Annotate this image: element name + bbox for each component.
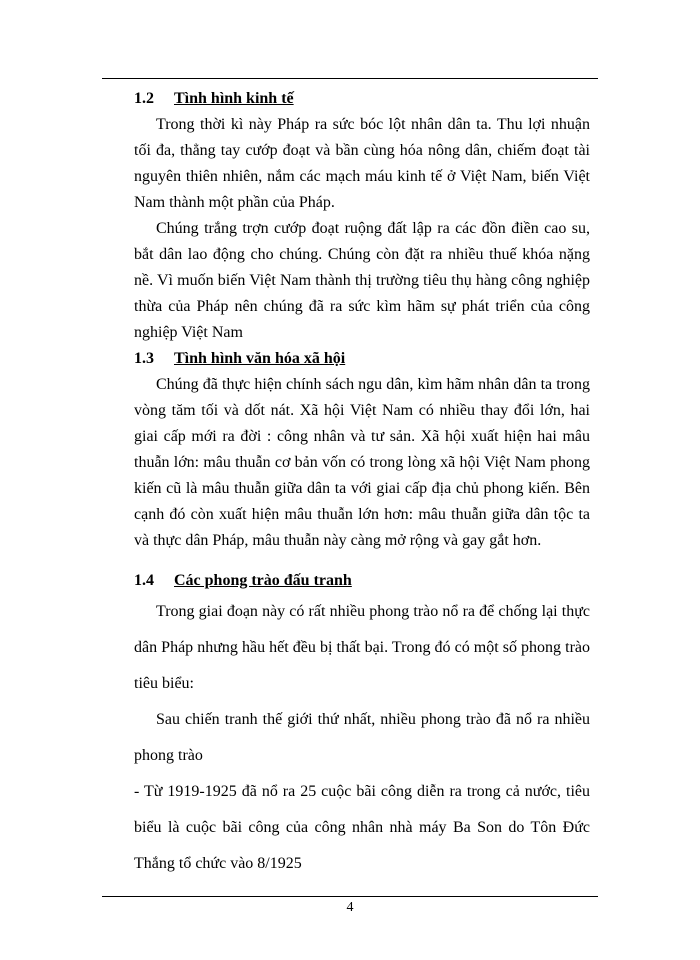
section-title: Tình hình kinh tế bbox=[174, 90, 294, 107]
paragraph: Trong thời kì này Pháp ra sức bóc lột nhân dân ta. Thu lợi nhuận tối đa, thẳng tay cướp đoạt và bần cùng hóa nông dân, chiếm đoạt tài nguyên thiên nhiên, nắm các mạch máu kinh tế ở Việt Nam, biến Việt Nam thành một phần của Pháp. bbox=[134, 116, 590, 211]
section-title: Tình hình văn hóa xã hội bbox=[174, 350, 346, 367]
section-heading-1-2 bbox=[134, 86, 590, 112]
section-number: 1.2 bbox=[134, 90, 154, 107]
footer-rule bbox=[102, 896, 598, 897]
section-title: Các phong trào đấu tranh bbox=[174, 572, 352, 589]
paragraph: Chúng trắng trợn cướp đoạt ruộng đất lập ra các đồn điền cao su, bắt dân lao động cho chúng. Chúng còn đặt ra nhiều thuế khóa nặng nề. Vì muốn biến Việt Nam thành thị trường tiêu thụ hàng công nghiệp thừa của Pháp nên chúng đã ra sức kìm hãm sự phát triển của công nghiệp Việt Nam bbox=[134, 220, 590, 341]
paragraph: Trong giai đoạn này có rất nhiều phong trào nổ ra để chống lại thực dân Pháp nhưng hầu hết đều bị thất bại. Trong đó có một số phong trào tiêu biểu: bbox=[134, 603, 590, 692]
section-number: 1.4 bbox=[134, 572, 154, 589]
header-rule bbox=[102, 78, 598, 79]
paragraph: Sau chiến tranh thế giới thứ nhất, nhiều phong trào đã nổ ra nhiều phong trào bbox=[134, 711, 590, 764]
page-number: 4 bbox=[346, 900, 354, 915]
section-heading-1-4 bbox=[134, 568, 590, 594]
section-heading-1-3 bbox=[134, 346, 590, 372]
paragraph-bullet: - Từ 1919-1925 đã nổ ra 25 cuộc bãi công diễn ra trong cả nước, tiêu biểu là cuộc bãi công của công nhân nhà máy Ba Son do Tôn Đức Thắng tổ chức vào 8/1925 bbox=[134, 783, 590, 872]
paragraph: Chúng đã thực hiện chính sách ngu dân, kìm hãm nhân dân ta trong vòng tăm tối và dốt nát. Xã hội Việt Nam có nhiều thay đổi lớn, hai giai cấp mới ra đời : công nhân và tư sản. Xã hội xuất hiện hai mâu thuẫn lớn: mâu thuẫn cơ bản vốn có trong lòng xã hội Việt Nam phong kiến cũ là mâu thuẫn giữa dân ta với giai cấp địa chủ phong kiến. Bên cạnh đó còn xuất hiện mâu thuẫn lớn hơn: mâu thuẫn giữa dân tộc ta và thực dân Pháp, mâu thuẫn này càng mở rộng và gay gắt hơn. bbox=[134, 376, 590, 549]
section-spacer bbox=[134, 554, 590, 568]
document-body bbox=[134, 86, 590, 882]
section-number: 1.3 bbox=[134, 350, 154, 367]
